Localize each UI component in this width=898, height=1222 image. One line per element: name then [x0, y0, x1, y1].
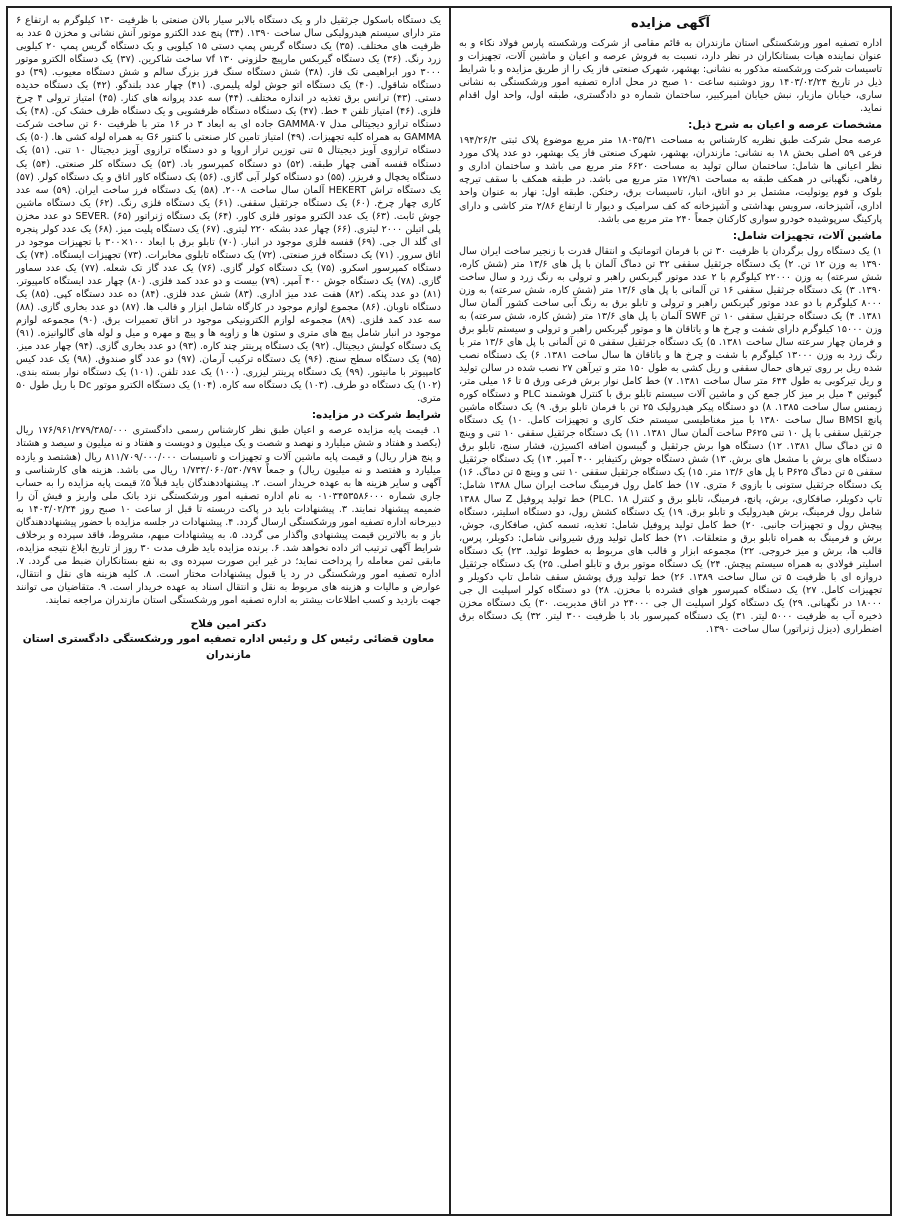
conditions-heading: شرایط شرکت در مزایده:: [311, 409, 441, 422]
signature-name: دکتر امین فلاح: [190, 618, 267, 631]
right-column: [449, 8, 890, 1214]
left-column: [8, 8, 449, 1214]
machinery-heading: ماشین آلات، تجهیزات شامل:: [732, 229, 882, 242]
machinery-list-part1: ۱) یک دستگاه رول برگردان با ظرفیت ۳۰ تن با فرمان اتوماتیک و انتقال قدرت با زنجیر ساخت ایران سال ۱۳۹۰ به وزن ۱۲ تن. ۲) یک دستگاه جرثقیل سقفی ۳۲ تن دماگ آلمان با پل های ۱۳/۶ متر (شش کاره، شش سرعته) به وزن ۲۲۰۰۰ کیلوگرم با ۲ عدد موتور گیربکس راهبر و ترولی به رنگ زرد و سال ساخت ۱۳۹۰. ۳) یک دستگاه جرثقیل سقفی ۱۶ تن آلمانی با پل های ۱۳/۶ متر (شش کاره، شش سرعته) به وزن ۸۰۰۰ کیلوگرم با دو عدد موتور گیربکس راهبر و ترولی و تابلو برق به رنگ آبی ساخت کشور آلمان سال ۱۳۸۱. ۴) یک دستگاه جرثقیل سقفی ۱۰ تن SWF آلمان با پل های ۱۳/۶ متر (شش کاره، شش سرعته) به وزن ۱۵۰۰۰ کیلوگرم دارای شفت و چرخ ها و یاتاقان ها و موتور گیربکس راهبر و ترولی و سیستم تابلو برق و فرمان چهار سرعته سال ساخت ۱۳۸۱. ۵) یک دستگاه جرثقیل سقفی ۵ تن آلمانی با پل های ۱۳/۶ متر با رنگ زرد به وزن ۱۳۰۰۰ کیلوگرم با شفت و چرخ ها و یاتاقان ها سال ساخت ۱۳۸۱. ۶) یک دستگاه نصب شده ریل بر روی تیرهای حمال سقفی و ریل کشی به طول ۱۵۰ متر و تیرآهن ۲۷ نصب شده در سالن تولید و ریل تیرکوبی به طول ۶۴۴ متر سال ساخت ۱۳۸۱. ۷) خط کامل نوار برش فرعی ورق ۵ تا ۱۶ میلی متر، گیوتین ۴ میل بر میز کار جمع کن و ماشین آلات سیستم تابلو برق با کنترل هوشمند PLC و دستگاه کوره زیمنس سال ساخت ۱۳۸۵. ۸) دو دستگاه پیکر هیدرولیک ۲۵ تن با فرمان تابلو برق. ۹) یک دستگاه ماشین پانچ BMSI سال ساخت ۱۳۸۰ با میز مغناطیسی سیستم خنک کاری و تجهیزات کامل. ۱۰) یک دستگاه جرثقیل سقفی با پل ۱۰ تنی P۶۲۵ ساخت آلمان سال ۱۳۸۱. ۱۱) یک دستگاه جرثقیل سقفی ۱۰ تنی و وینچ ۵ تن دماگ سال ۱۳۸۱. ۱۲) دستگاه هوا برش جرثقیل و گیبسون اضافه اکسیژن، فشار سنج، تابلو برق دستگاه های برش با مشعل های برش. ۱۳) شش دستگاه جوش رکتیفایر ۴۰۰ آمپر. ۱۴) یک دستگاه جرثقیل سقفی ۵ تن دماگ P۶۲۵ با پل های ۱۳/۶ متر. ۱۵) یک دستگاه جرثقیل سقفی ۱۰ تنی و وینچ ۵ تن دماگ. ۱۶) یک دستگاه جرثقیل ستونی با بازوی ۶ متری. ۱۷) خط کامل رول فرمینگ ساخت ایران سال ۱۳۸۸ شامل: تاپ دکویلر، صافکاری، برش، پانچ، فرمینگ، تابلو برق و کنترل PLC. ۱۸) خط تولید پروفیل Z سال ۱۳۸۸ شامل رول فرمینگ، برش هیدرولیک و تابلو برق. ۱۹) یک دستگاه کشش رول، دو دستگاه اسلیتر، دستگاه پیچش رول و تجهیزات جانبی. ۲۰) خط کامل تولید پروفیل شامل: تغذیه، تسمه کش، صافکاری، جوش، برش و فرمینگ به همراه تابلو برق و متعلقات. ۲۱) خط کامل تولید ورق شیروانی شامل: دکویلر، پرس، قالب ها، برش و میز خروجی. ۲۲) مجموعه ابزار و قالب های مربوط به خطوط تولید. ۲۳) یک دستگاه اسلیتر فولادی به همراه سیستم پیچش. ۲۴) یک دستگاه موتور برق و تابلو اصلی. ۲۵) یک دستگاه جرثقیل دروازه ای با ظرفیت ۵ تن سال ساخت ۱۳۸۹. ۲۶) خط تولید ورق پوشش سقف شامل تاپ دکویلر و تجهیزات کامل. ۲۷) یک دستگاه کمپرسور هوای فشرده با مخزن. ۲۸) دو دستگاه کولر اسپلیت ال جی ۱۸۰۰۰ در نگهبانی. ۲۹) یک دستگاه کولر اسپلیت ال جی ۲۴۰۰۰ در اتاق مدیریت. ۳۰) یک دستگاه مخزن ذخیره آب به ظرفیت ۵۰۰۰ لیتر. ۳۱) یک دستگاه کمپرسور باد با ظرفیت ۳۰۰ لیتر. ۳۲) یک دستگاه برق اضطراری (دیزل ژنراتور) سال ساخت ۱۳۹۰.: [459, 245, 883, 635]
signature-role: معاون قضائی رئیس کل و رئیس اداره تصفیه امور ورشکستگی دادگستری استان مازندران: [22, 633, 435, 661]
machinery-list-part2: یک دستگاه باسکول جرثقیل دار و یک دستگاه بالابر سیار بالان صنعتی با ظرفیت ۱۳۰ کیلوگرم به ارتفاع ۶ متر دارای سیستم هیدرولیکی سال ساخت ۱۳۹۰. (۳۴) پنج عدد الکترو موتور آنش نشانی و مخزن ۵ عدد به ظرفیت های مختلف. (۳۵) یک دستگاه گریس پمپ دستی ۱۵ کیلویی و یک دستگاه گریس پمپ ۲۰ کیلویی زرد رنگ. (۳۶) یک دستگاه گیربکس مارپیچ حلزونی ۱۳۰ vf ساخت شاکرین. (۳۷) یک دستگاه الکترو موتور ۳۰۰۰ دور ابراهیمی تک فاز. (۳۸) شش دستگاه سنگ فرز بزرگ سالم و شش دستگاه معیوب. (۳۹) دو دستگاه شاقول. (۴۰) یک دستگاه اتو جوش لوله پلیمری. (۴۱) چهار عدد بلندگو. (۴۲) یک دستگاه حدیده دستی. (۴۳) ترانس برق تغذیه در اندازه مختلف. (۴۴) سه عدد پروانه های کنار. (۴۵) امتیاز ترولی ۴ چرخ فلزی. (۴۶) امتیاز تلفن ۴ خط. (۴۷) یک دستگاه دستگاه ظرفشویی و یک دستگاه ظرف خشک کن. (۴۸) یک دستگاه ترازو دیجیتالی مدل GAMMA۰۷ جاده ای به ابعاد ۳ در ۱۶ متر با ظرفیت ۶۰ تن ساخت شرکت GAMMA به همراه کلیه تجهیزات. (۴۹) امتیاز تامین کار صنعتی با کنتور G۶ به همراه لوله کشی ها. (۵۰) یک دستگاه ترازوی آویز دیجیتال ۵ تنی توزین تراز اروپا و دو دستگاه ترازوی آویز دیجیتال ۱۰ تنی. (۵۱) یک دستگاه قفسه آهنی چهار طبقه. (۵۲) دو دستگاه کمپرسور باد. (۵۳) یک دستگاه کلر صنعتی. (۵۴) یک دستگاه یخچال و فریزر. (۵۵) دو دستگاه کولر آبی گازی. (۵۶) یک دستگاه کاور اتاق و یک دستگاه کولر. (۵۷) یک دستگاه تراش HEKERT آلمان سال ساخت ۲۰۰۸. (۵۸) یک دستگاه فرز ساخت ایران. (۵۹) سه عدد کاری چهار چرخ. (۶۰) یک دستگاه جرثقیل سقفی. (۶۱) یک دستگاه فلزی رنگ. (۶۲) یک دستگاه ماشین جوش ثابت. (۶۳) یک عدد الکترو موتور فلزی کاور. (۶۴) یک دستگاه ژنراتور SEVER. (۶۵) دو عدد مخزن پلی اتیلن ۲۰۰۰ لیتری. (۶۶) چهار عدد بشکه ۲۲۰ لیتری. (۶۷) یک دستگاه پلیت میز. (۶۸) یک عدد کولر پنجره ای گلد ال جی. (۶۹) قفسه فلزی موجود در انبار. (۷۰) تابلو برق با ابعاد ۱۰۰×۳۰۰ با تجهیزات موجود در اتاق سرور. (۷۱) یک دستگاه فرز صنعتی. (۷۲) یک دستگاه تابلوی مخابرات. (۷۳) تجهیزات ایستگاه. (۷۴) یک دستگاه کمپرسور اسکرو. (۷۵) یک دستگاه کولر گازی. (۷۶) یک عدد گاز تک شعله. (۷۷) یک عدد سماور گازی. (۷۸) یک دستگاه جوش ۴۰۰ آمپر. (۷۹) بیست و دو عدد کمد فلزی. (۸۰) چهار عدد ایستگاه کامپیوتر. (۸۱) دو عدد پنکه. (۸۲) هفت عدد میز اداری. (۸۳) شش عدد فلزی. (۸۴) ده عدد دستگاه کپی. (۸۵) یک دستگاه ناوبان. (۸۶) مجموع لوازم موجود در کارگاه شامل ابزار و قالب ها. (۸۷) دو عدد بخاری گازی. (۸۸) سه عدد کمد فلزی. (۸۹) مجموعه لوازم الکترونیکی موجود در اتاق تعمیرات برق. (۹۰) مجموعه لوازم موجود در انبار شامل پیچ های متری و ستون ها و زاویه ها و پیچ و مهره و میل و لوله های گالوانیزه. (۹۱) یک دستگاه کولبش دیجیتال. (۹۲) یک دستگاه پرینتر چند کاره. (۹۳) دو عدد بخاری گازی. (۹۴) چهار عدد میز. (۹۵) یک دستگاه سطح سنج. (۹۶) یک دستگاه ترکیب آرمان. (۹۷) دو عدد گاو صندوق. (۹۸) یک عدد کیس کامپیوتر با مانیتور. (۹۹) یک دستگاه پرینتر لیزری. (۱۰۰) یک عدد تلفن. (۱۰۱) یک دستگاه نوار بسته بندی. (۱۰۲) یک دستگاه دو طرف. (۱۰۳) یک دستگاه سه کاره. (۱۰۴) یک دستگاه الکترو موتور Dc با ریل طول ۵۰ متری.: [16, 15, 442, 405]
notice-intro: اداره تصفیه امور ورشکستگی استان مازندران به قائم مقامی از شرکت ورشکسته پارس فولاد نکاء و به عنوان نماینده هیات بستانکاران در نظر دارد، نسبت به فروش عرصه و اعیان و ماشین آلات، تجهیزات و تاسیسات شرکت ورشکسته مذکور به نشانی: بهشهر، شهرک صنعتی فاز یک را از طریق مزایده و با شرایط ذیل در تاریخ ۱۴۰۳/۰۲/۲۴ روز دوشنبه ساعت ۱۰ صبح در محل اداره تصفیه امور ورشکستگی به نشانی ساری، خیابان مازیار، نبش خیابان امیرکبیر، ساختمان شماره دو دادگستری، طبقه اول، واحد اول اقدام نماید.: [459, 38, 882, 115]
notice-title: آگهی مزایده: [631, 16, 710, 31]
conditions-text: ۱. قیمت پایه مزایده عرصه و اعیان طبق نظر کارشناس رسمی دادگستری ۱۷۶/۹۶۱/۲۷۹/۳۸۵/۰۰۰ ریال (یکصد و هفتاد و شش میلیارد و نهصد و شصت و یک میلیون و دویست و هفتاد و نه میلیون و سیصد و هشتاد و پنج هزار ریال) و قیمت پایه ماشین آلات و تجهیزات و تاسیسات ۸۱۱/۷۰۹/۰۰۰/۰۰۰ ریال (هشتصد و یازده میلیارد و هفتصد و نه میلیون ریال) و جمعاً ۱/۷۳۳/۰۶۰/۵۳۰/۷۹۷ ریال می باشد. هزینه های کارشناسی و آگهی و سایر هزینه ها به عهده خریدار است. ۲. پیشنهاددهندگان باید قبلاً ۵٪ قیمت پایه مزایده را به حساب جاری شماره ۰۱۰۳۴۵۳۵۸۶۰۰۰ به نام اداره تصفیه امور ورشکستگی نزد بانک ملی واریز و فیش آن را ضمیمه پیشنهاد نمایند. ۳. پیشنهادات باید در پاکت دربسته تا قبل از ساعت ۱۰ صبح روز ۱۴۰۳/۰۲/۲۴ به دبیرخانه اداره تصفیه امور ورشکستگی ارسال گردد. ۴. پیشنهادات در جلسه مزایده با حضور پیشنهاددهندگان باز و به بالاترین قیمت پیشنهادی واگذار می گردد. ۵. به پیشنهادات مبهم، مشروط، فاقد سپرده و برخلاف شرایط آگهی ترتیب اثر داده نخواهد شد. ۶. برنده مزایده باید ظرف مدت ۳۰ روز از تاریخ ابلاغ نتیجه مزایده، مابقی ثمن معامله را پرداخت نماید؛ در غیر این صورت سپرده وی به نفع بستانکاران ضبط می گردد. ۷. اداره تصفیه امور ورشکستگی در رد یا قبول پیشنهادات مختار است. ۸. کلیه هزینه های نقل و انتقال، عوارض و مالیات و هزینه های مربوط به نقل و انتقال اسناد به عهده خریدار است. ۹. متقاضیان می توانند جهت بازدید و کسب اطلاعات بیشتر به اداره تصفیه امور ورشکستگی استان مازندران مراجعه نمایند.: [15, 425, 442, 607]
specs-heading: مشخصات عرصه و اعیان به شرح ذیل:: [688, 119, 882, 132]
signature-block: [16, 617, 441, 663]
newspaper-notice: [6, 6, 892, 1216]
land-description: عرصه محل شرکت طبق نظریه کارشناس به مساحت ۱۸۰۳۵/۳۱ متر مربع موضوع پلاک ثبتی ۱۹۴/۲۶/۳ فرعی ۵۹ اصلی بخش ۱۸ به نشانی: مازندران، بهشهر، شهرک صنعتی فاز یک بهشهر، دو عدد پلاک مورد نظر اعیانی ها شامل: ساختمان سالن تولید به مساحت ۶۶۲۰ متر مربع می باشد و ساختمان اداری و رفاهی، نگهبانی در همکف طبقه به مساحت ۱۷۲/۹۱ متر مربع می باشد. در طبقه همکف با سقف تیرچه بلوک و فوم یونولیت، مشتمل بر دو اتاق، انبار، تاسیسات برق، رختکن. طبقه اول: نهار به عنوان واحد اداری، آشپزخانه، سرویس بهداشتی و آشپزخانه که کف سرامیک و دیوار تا ارتفاع ۲/۸۶ متر کاشی و دارای پارکینگ سرپوشیده خودرو سواری کارکنان جمعاً ۲۴۰ متر مربع می باشد.: [459, 135, 882, 225]
